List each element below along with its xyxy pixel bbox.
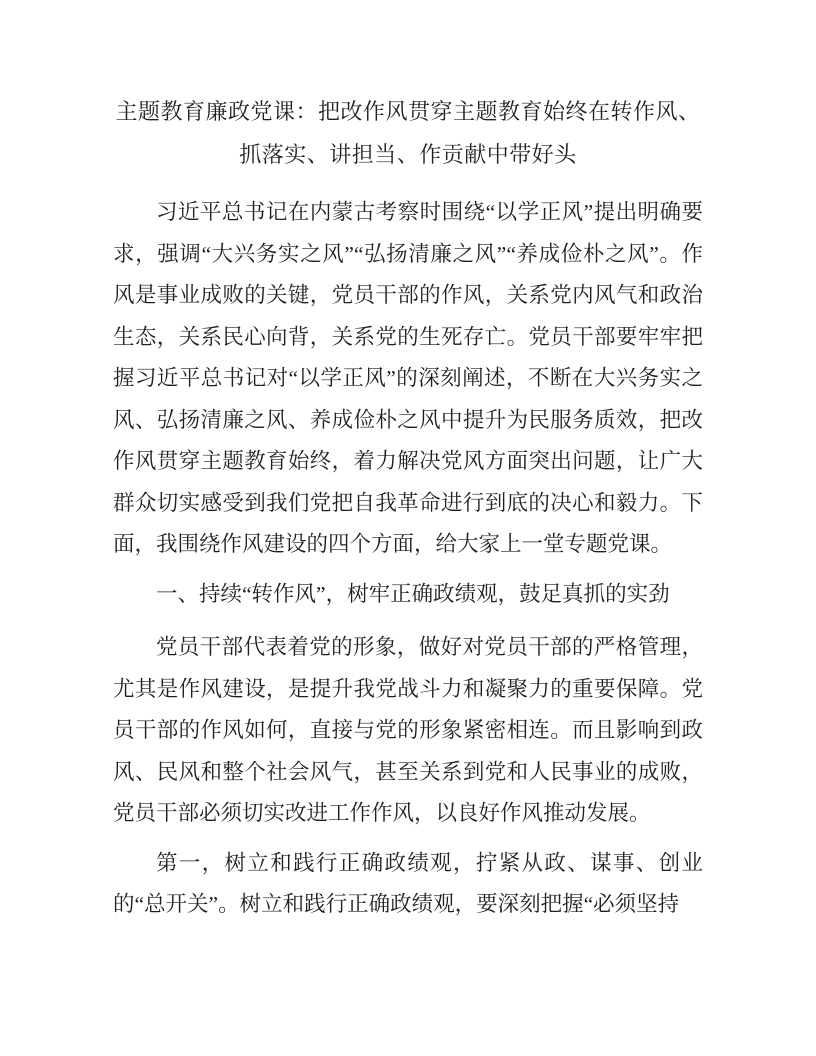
section-heading-1: 一、持续“转作风”，树牢正确政绩观，鼓足真抓的实劲 [156,581,670,606]
paragraph-first-point: 第一，树立和践行正确政绩观，拧紧从政、谋事、创业的“总开关”。树立和践行正确政绩观，要深刻把握“必须坚持 [113,850,703,916]
document-title: 主题教育廉政党课：把改作风贯穿主题教育始终在转作风、抓落实、讲担当、作贡献中带好头 [115,99,701,167]
paragraph-intro: 习近平总书记在内蒙古考察时围绕“以学正风”提出明确要求，强调“大兴务实之风”“弘扬清廉之风”“养成俭朴之风”。作风是事业成败的关键，党员干部的作风，关系党内风气和政治生态，关系民心向背，关系党的生死存亡。党员干部要牢牢把握习近平总书记对“以学正风”的深刻阐述，不断在大兴务实之风、弘扬清廉之风、养成俭朴之风中提升为民服务质效，把改作风贯穿主题教育始终，着力解决党风方面突出问题，让广大群众切实感受到我们党把自我革命进行到底的决心和毅力。下面，我围绕作风建设的四个方面，给大家上一堂专题党课。 [113,200,703,556]
paragraph-section-body: 党员干部代表着党的形象，做好对党员干部的严格管理，尤其是作风建设，是提升我党战斗力和凝聚力的重要保障。党员干部的作风如何，直接与党的形象紧密相连。而且影响到政风、民风和整个社会风气，甚至关系到党和人民事业的成败，党员干部必须切实改进工作作风，以良好作风推动发展。 [113,635,703,825]
